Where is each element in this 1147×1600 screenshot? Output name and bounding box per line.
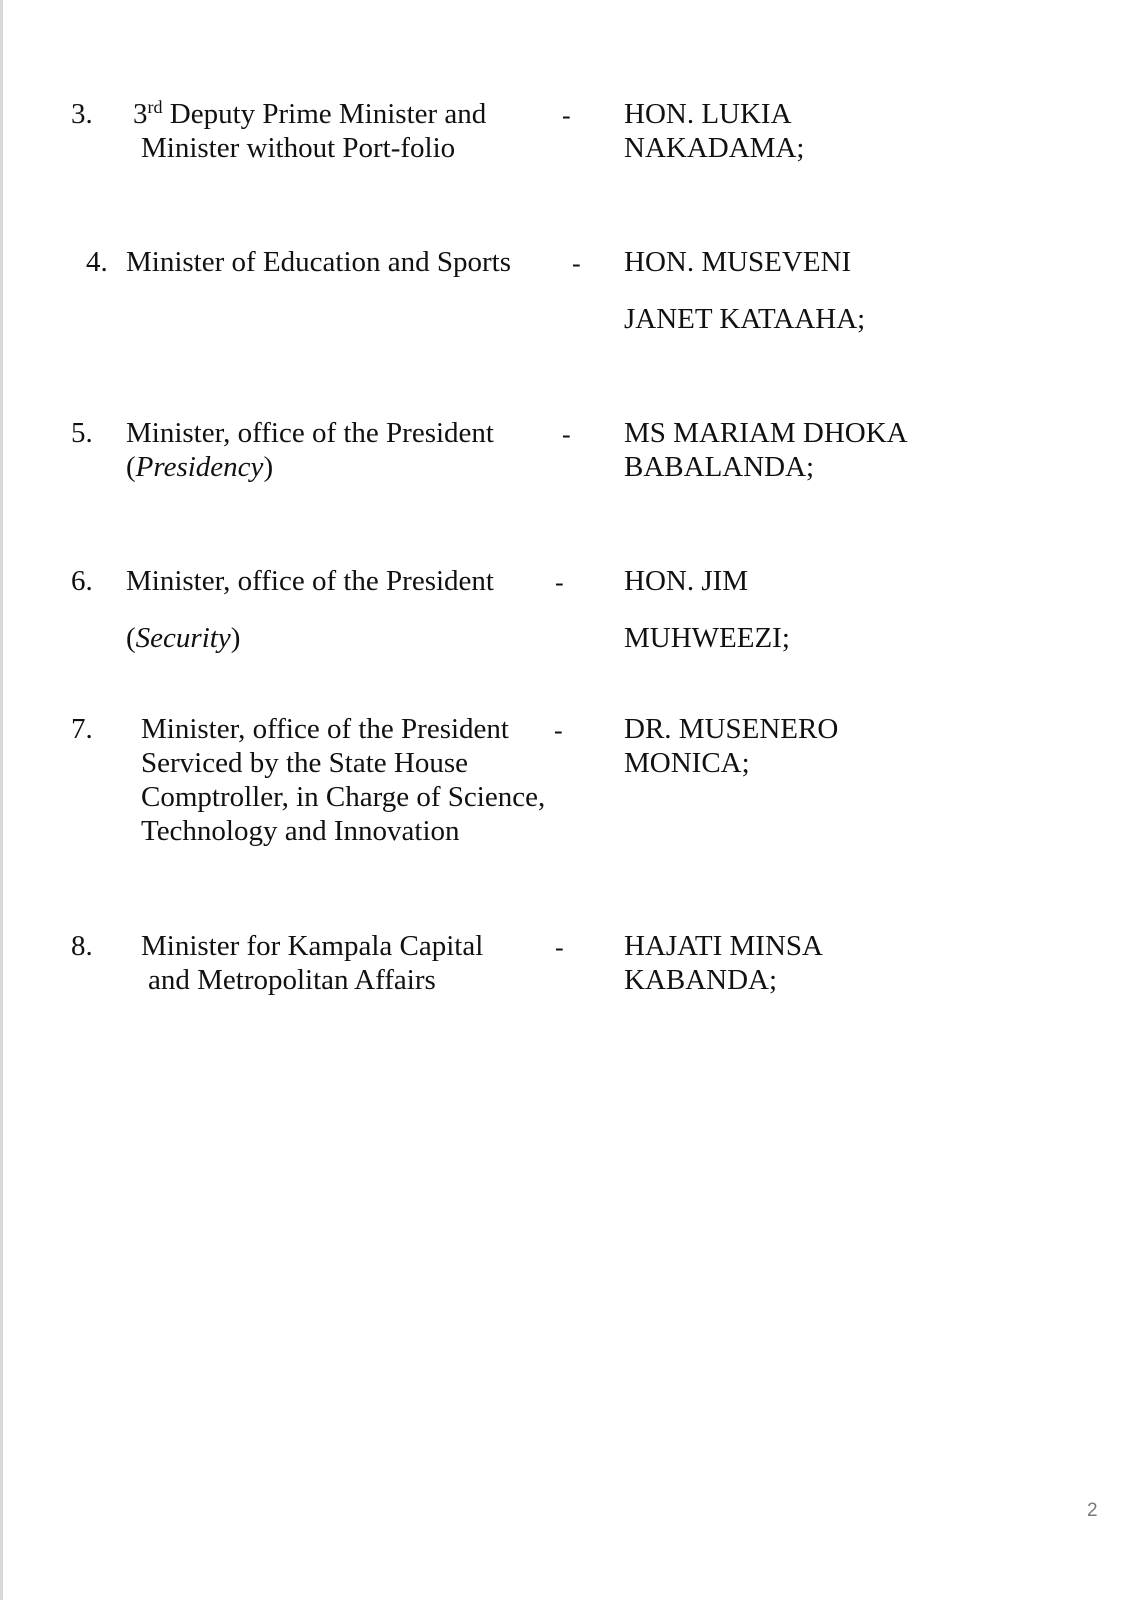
item-title-line2: and Metropolitan Affairs (148, 964, 436, 996)
item-number: 5. (71, 417, 93, 449)
paren-close: ) (263, 451, 274, 483)
item-name-line2: NAKADAMA; (624, 132, 805, 164)
item-number: 8. (71, 930, 93, 962)
ordinal-suffix: rd (147, 97, 163, 117)
item-title-line1: Minister, office of the President (126, 417, 494, 449)
item-title-line4: Technology and Innovation (141, 815, 460, 847)
item-title-line1: Minister, office of the President (141, 713, 509, 745)
item-title-line2 (126, 450, 273, 484)
title-italic: Security (135, 622, 231, 654)
paren-close: ) (230, 622, 241, 654)
item-title-line2: Minister without Port-folio (141, 132, 456, 164)
item-title-line2 (126, 621, 240, 655)
item-number: 3. (71, 98, 93, 130)
item-name-line2: MONICA; (624, 747, 750, 779)
item-title-line1: Minister, office of the President (126, 565, 494, 597)
item-name-line2: JANET KATAAHA; (624, 303, 866, 335)
item-name-line1: MS MARIAM DHOKA (624, 417, 908, 449)
item-name-line1: DR. MUSENERO (624, 713, 839, 745)
item-title-line3: Comptroller, in Charge of Science, (141, 781, 546, 813)
separator-dash: - (562, 420, 571, 449)
title-text: Deputy Prime Minister and (162, 98, 487, 130)
item-number: 6. (71, 565, 93, 597)
item-name-line1: HON. JIM (624, 565, 749, 597)
item-title-line1: Minister of Education and Sports (126, 246, 512, 278)
paren-open: ( (126, 451, 136, 483)
item-name-line1: HON. MUSEVENI (624, 246, 852, 278)
item-name-line1: HAJATI MINSA (624, 930, 823, 962)
item-name-line2: MUHWEEZI; (624, 622, 790, 654)
item-title-line1 (133, 97, 486, 131)
page-edge (0, 0, 3, 1600)
separator-dash: - (554, 716, 563, 745)
ordinal-number: 3 (133, 98, 148, 130)
item-number: 7. (71, 713, 93, 745)
item-title-line1: Minister for Kampala Capital (141, 930, 484, 962)
item-name-line1: HON. LUKIA (624, 98, 792, 130)
item-number: 4. (86, 246, 108, 278)
item-name-line2: KABANDA; (624, 964, 778, 996)
item-name-line2: BABALANDA; (624, 451, 815, 483)
page-number: 2 (1087, 1500, 1098, 1521)
separator-dash: - (555, 568, 564, 597)
paren-open: ( (126, 622, 136, 654)
separator-dash: - (555, 933, 564, 962)
title-italic: Presidency (135, 451, 264, 483)
separator-dash: - (572, 249, 581, 278)
item-title-line2: Serviced by the State House (141, 747, 468, 779)
separator-dash: - (562, 101, 571, 130)
